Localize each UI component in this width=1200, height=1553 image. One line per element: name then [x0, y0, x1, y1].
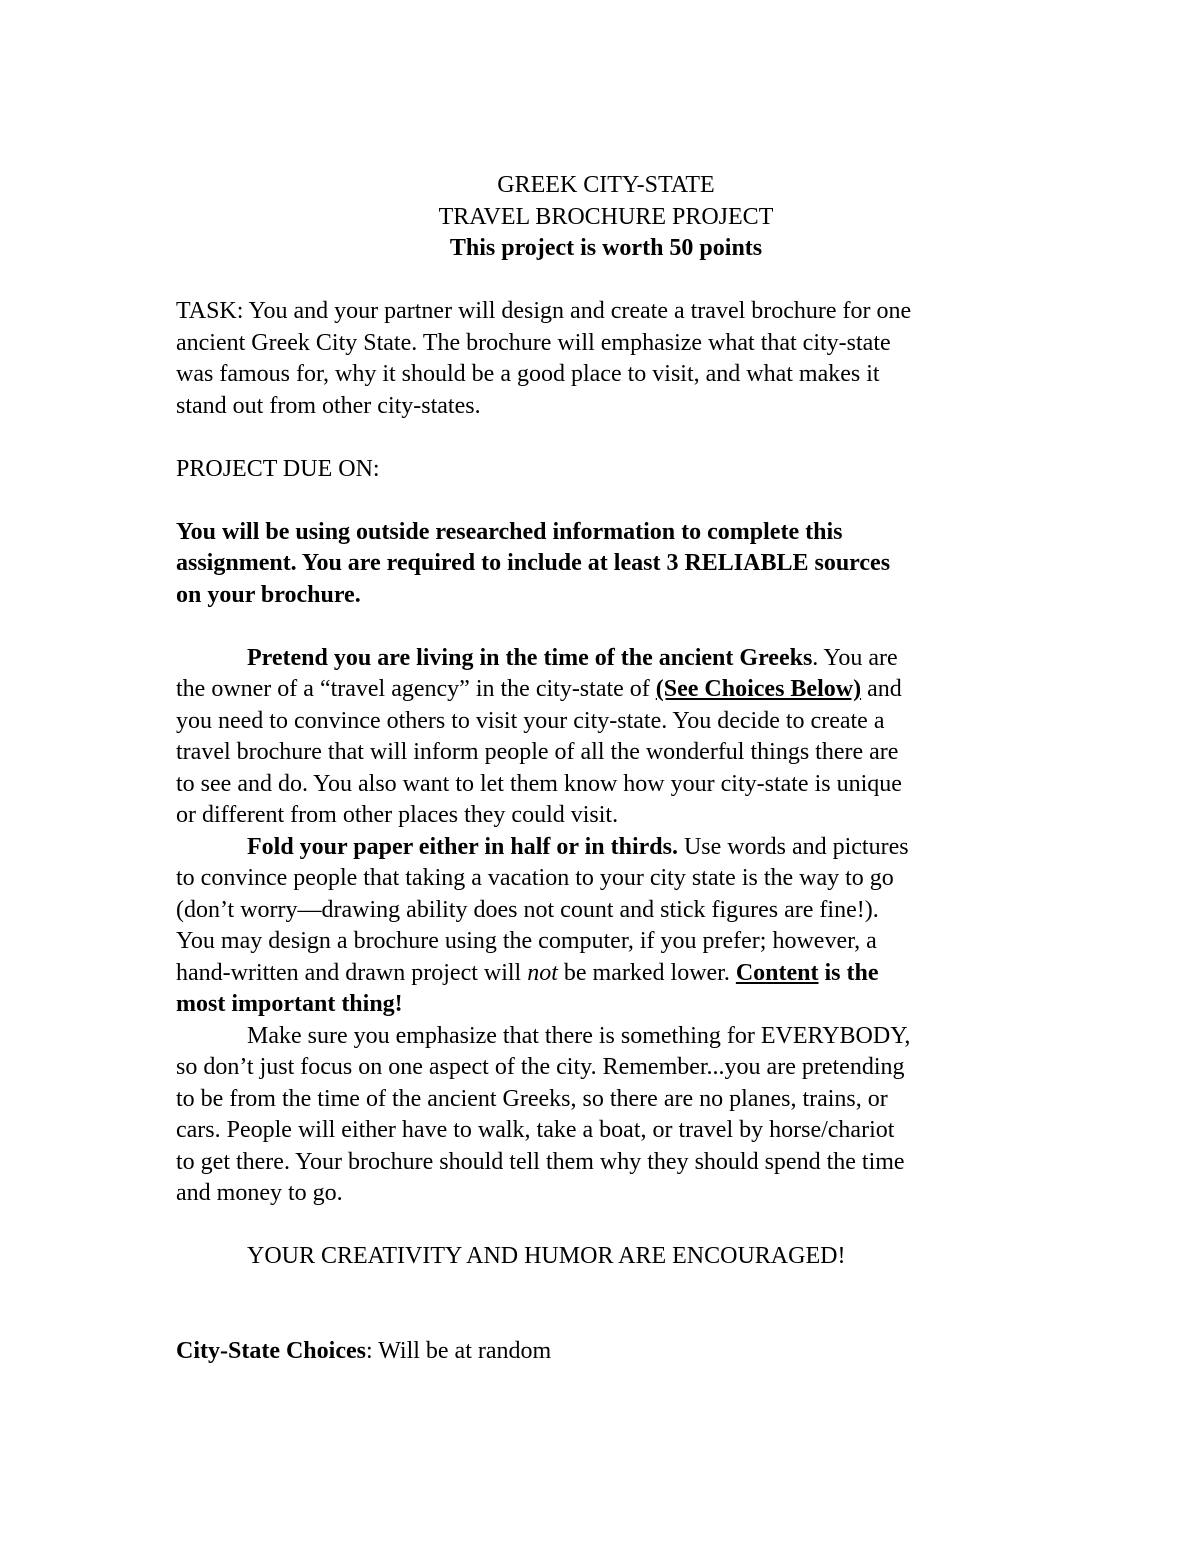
pretend-text: the owner of a “travel agency” in the city-state of [176, 676, 656, 702]
pretend-line: travel brochure that will inform people of all the wonderful things there are [176, 739, 899, 765]
fold-line: to convince people that taking a vacation to your city state is the way to go [176, 865, 894, 891]
see-choices-reference: (See Choices Below) [655, 676, 862, 702]
creativity-line [176, 1241, 1036, 1273]
everybody-line: to get there. Your brochure should tell them why they should spend the time [176, 1148, 905, 1175]
task-line: was famous for, why it should be a good place to visit, and what makes it [176, 361, 880, 387]
choices-text [176, 1336, 1036, 1368]
everybody-line: Make sure you emphasize that there is something for EVERYBODY, [247, 1022, 911, 1049]
header-title: GREEK CITY-STATE [497, 172, 715, 198]
due-date-line [176, 454, 1036, 486]
fold-line: most important thing! [176, 991, 403, 1017]
fold-line: (don’t worry—drawing ability does not count and stick figures are fine!). [176, 896, 879, 923]
due-date-label: PROJECT DUE ON: [176, 455, 380, 482]
spacer [176, 265, 1036, 297]
sources-line: You will be using outside researched information to complete this [176, 518, 843, 545]
fold-paragraph [176, 832, 1036, 1021]
fold-emphasis: not [527, 959, 558, 986]
pretend-line [176, 643, 1036, 675]
fold-text: hand-written and drawn project will [176, 959, 528, 986]
spacer [176, 422, 1036, 454]
sources-line: on your brochure. [176, 581, 361, 608]
document-page [176, 170, 1036, 1367]
fold-lead: Fold your paper either in half or in thirds. [247, 833, 678, 860]
pretend-line [176, 674, 1036, 706]
pretend-line: you need to convince others to visit your city-state. You decide to create a [176, 707, 885, 734]
pretend-lead: Pretend you are living in the time of the ancient Greeks [247, 644, 813, 671]
pretend-line: or different from other places they could visit. [176, 802, 619, 828]
everybody-paragraph [176, 1021, 1036, 1210]
header-subtitle: TRAVEL BROCHURE PROJECT [438, 203, 774, 230]
task-line: TASK: You and your partner will design and create a travel brochure for one [176, 298, 912, 324]
spacer [176, 485, 1036, 517]
everybody-line: cars. People will either have to walk, take a boat, or travel by horse/chariot [176, 1117, 895, 1143]
choices-line [176, 1336, 1036, 1368]
task-line: ancient Greek City State. The brochure will emphasize what that city-state [176, 329, 891, 356]
creativity-text: YOUR CREATIVITY AND HUMOR ARE ENCOURAGED! [247, 1243, 846, 1269]
fold-line [176, 958, 1036, 990]
everybody-line: so don’t just focus on one aspect of the city. Remember...you are pretending [176, 1054, 905, 1080]
header-points: This project is worth 50 points [449, 235, 763, 261]
document-header [176, 170, 1036, 265]
pretend-paragraph [176, 643, 1036, 832]
everybody-line: to be from the time of the ancient Greeks, so there are no planes, trains, or [176, 1085, 888, 1112]
task-paragraph [176, 296, 1036, 422]
pretend-lead-rest: . You are [812, 644, 898, 671]
fold-line [176, 832, 1036, 864]
everybody-line: and money to go. [176, 1180, 343, 1206]
spacer [176, 1210, 1036, 1242]
fold-bold-text: is the [818, 959, 879, 986]
spacer [176, 1273, 1036, 1305]
content-emphasis: Content [735, 959, 819, 986]
choices-value: : Will be at random [365, 1337, 552, 1364]
spacer [176, 1304, 1036, 1336]
pretend-text: and [861, 676, 902, 702]
fold-lead-rest: Use words and pictures [677, 833, 909, 860]
spacer [176, 611, 1036, 643]
sources-line: assignment. You are required to include at least 3 RELIABLE sources [176, 550, 891, 576]
fold-text: be marked lower. [557, 959, 736, 986]
pretend-line: to see and do. You also want to let them know how your city-state is unique [176, 770, 902, 797]
choices-label: City-State Choices [176, 1337, 366, 1364]
sources-paragraph [176, 517, 1036, 612]
task-line: stand out from other city-states. [176, 392, 481, 419]
fold-line: You may design a brochure using the computer, if you prefer; however, a [176, 928, 877, 954]
